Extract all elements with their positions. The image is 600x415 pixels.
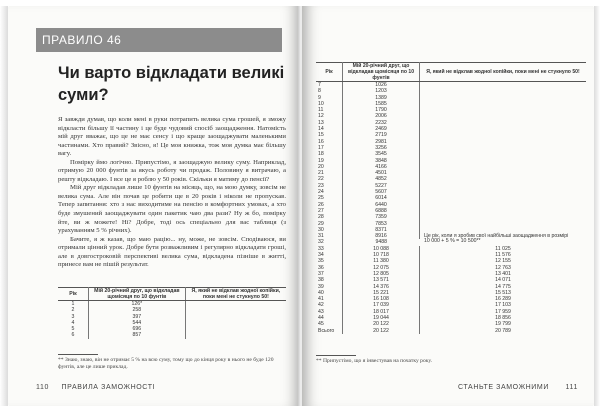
cell-friend-total: 2006 xyxy=(343,113,420,119)
cell-year: 24 xyxy=(316,189,343,195)
savings-table-part2 xyxy=(316,62,586,334)
cell-friend-total: 6440 xyxy=(343,202,420,208)
cell-friend-total: 10 088 xyxy=(343,246,420,252)
running-title: ПРАВИЛА ЗАМОЖНОСТІ xyxy=(61,384,156,391)
savings-table-part1 xyxy=(58,287,286,339)
cell-year: 26 xyxy=(316,202,343,208)
cell-author-total xyxy=(185,332,286,338)
cell-year: 23 xyxy=(316,183,343,189)
rule-banner: ПРАВИЛО 46 xyxy=(36,28,282,52)
cell-year: 30 xyxy=(316,227,343,233)
cell-friend-total: 5607 xyxy=(343,189,420,195)
paragraph: Помірку ймо логічно. Припустімо, я заощаджую велику суму. Наприклад, отримую 20 000 фунтів за якусь роботу чи продаж. Половину я витрачаю, а решту відкладаю. І все це я роблю у 50 років. Скільки я матиму до пенсії? xyxy=(58,158,286,183)
footnote-marker: ** xyxy=(58,357,64,363)
footnote-marker: ** xyxy=(316,358,322,364)
cell-author-total: 17 959 xyxy=(495,308,511,315)
cell-friend-total: 8916 xyxy=(343,233,420,239)
column-header-author: Я, який не відклав жодної копійки, поки мені не стукнуло 50! xyxy=(185,288,286,301)
cell-year: 28 xyxy=(316,214,343,220)
body-text xyxy=(58,116,286,270)
cell-friend-total: 9488 xyxy=(375,239,388,246)
cell-author-total: 15 513 xyxy=(495,289,511,296)
cell-friend-total: 10 718 xyxy=(343,252,420,258)
cell-friend-total: 4852 xyxy=(343,176,420,182)
page-edge-right xyxy=(594,6,600,406)
cell-year: 36 xyxy=(316,265,343,271)
page-number: 110 xyxy=(36,384,49,391)
footnote-divider xyxy=(58,354,98,355)
cell-year: 13 xyxy=(316,120,343,126)
cell-year: 20 xyxy=(316,164,343,170)
cell-friend-total: 3848 xyxy=(343,158,420,164)
cell-author-total: 19 799 xyxy=(495,321,511,328)
cell-author-total: 18 856 xyxy=(495,314,511,321)
right-page xyxy=(302,6,594,406)
cell-year: 19 xyxy=(316,158,343,164)
cell-friend-total: 17 039 xyxy=(343,302,420,308)
annotation-formula: 10 000 + 5 % = 10 500** xyxy=(424,238,481,245)
cell-year: 9 xyxy=(316,95,343,101)
cell-friend-total: 544 xyxy=(89,320,186,326)
cell-author-total: 14 071 xyxy=(495,277,511,284)
cell-author-total: 17 103 xyxy=(495,302,511,309)
footnote xyxy=(316,358,576,365)
cell-year: 17 xyxy=(316,145,343,151)
cell-author-total: 12 155 xyxy=(495,258,511,265)
column-header-friend: Мій 20-річний друг, що відкладав щомісяця по 10 фунтів xyxy=(89,288,186,301)
cell-year: 32 xyxy=(316,239,343,245)
page-number: 111 xyxy=(565,384,578,391)
annotation-text: Це рік, коли я зробив свої найбільші заощадження в розмірі xyxy=(424,232,569,239)
cell-friend-total: 2981 xyxy=(343,139,420,145)
cell-friend-total: 2719 xyxy=(343,132,420,138)
cell-year: 35 xyxy=(316,258,343,264)
cell-friend-total: 12 075 xyxy=(343,265,420,271)
cell-year: 45 xyxy=(316,321,343,327)
cell-author-total: 20 789 xyxy=(495,327,511,334)
cell-author-total: 13 401 xyxy=(495,270,511,277)
table-row xyxy=(316,328,586,334)
table-header-row xyxy=(316,63,586,82)
cell-friend-total: 1790 xyxy=(343,107,420,113)
cell-year: 37 xyxy=(316,271,343,277)
table-header-row xyxy=(58,288,286,301)
table-row xyxy=(58,332,286,338)
left-page xyxy=(8,6,300,406)
column-header-year: Рік xyxy=(58,288,89,301)
paragraph: Я завжди думав, що коли мені в руки потрапить велика сума грошей, я зможу відкласти більшу її частину і це буде чудовий спосіб заощадження. Натомість мій друг вважає, що це не має сенсу і що краще заощаджувати маленькими частинами. Хто правий? Звісно, я! Це моя книжка, тож моя думка має більшу вагу. xyxy=(58,116,286,158)
cell-friend-total: 12 805 xyxy=(343,271,420,277)
cell-year: 3 xyxy=(58,314,89,320)
cell-year: 15 xyxy=(316,132,343,138)
cell-friend-total: 2232 xyxy=(343,120,420,126)
cell-friend-total: 857 xyxy=(89,332,186,338)
cell-year: 44 xyxy=(316,315,343,321)
cell-author-total: 11 576 xyxy=(495,252,511,259)
paragraph: Бачите, я ж казав, що маю рацію... ну, може, не зовсім. Сподіваюся, ви отримали цінний урок. Добре бути розважливим і регулярно відкладати гроші, але в довгостроковій перспективі велика сума, відкладена пізніше в житті, принесе вам не пішій результат. xyxy=(58,235,286,269)
cell-friend-total: 4501 xyxy=(343,170,420,176)
cell-year: 2 xyxy=(58,307,89,313)
cell-year: 39 xyxy=(316,284,343,290)
cell-year: 42 xyxy=(316,302,343,308)
cell-year: 27 xyxy=(316,208,343,214)
footnote-text: Знаю, знаю, він не отримає 5 % на всю суму, тому що до кінця року в нього не буде 120 фунтів, але це лише приклад. xyxy=(58,357,274,370)
cell-year: 6 xyxy=(58,332,89,338)
cell-year: 40 xyxy=(316,290,343,296)
cell-year: 31 xyxy=(316,233,343,239)
cell-friend-total: 1585 xyxy=(343,101,420,107)
cell-year: 18 xyxy=(316,151,343,157)
cell-year: 5 xyxy=(58,326,89,332)
cell-friend-total: 15 221 xyxy=(343,290,420,296)
cell-friend-total: 1389 xyxy=(343,95,420,101)
page-edge-left xyxy=(0,6,8,406)
footer-left xyxy=(36,384,155,391)
footer-right xyxy=(458,384,578,391)
cell-year: 22 xyxy=(316,176,343,182)
cell-year: 21 xyxy=(316,170,343,176)
cell-year: 7 xyxy=(316,82,343,89)
column-header-author: Я, який не відклав жодної копійки, поки мені не стукнуло 50! xyxy=(420,63,587,82)
table-row xyxy=(58,301,286,308)
cell-year: 14 xyxy=(316,126,343,132)
cell-year: 12 xyxy=(316,113,343,119)
page-heading: Чи варто відкладати великі суми? xyxy=(58,64,285,104)
cell-friend-total: 13 571 xyxy=(343,277,420,283)
column-header-year: Рік xyxy=(316,63,343,82)
cell-year: 8 xyxy=(316,88,343,94)
footnote xyxy=(58,357,286,371)
cell-friend-total: 1026 xyxy=(343,82,420,89)
cell-friend-total: 1203 xyxy=(343,88,420,94)
cell-year: 33 xyxy=(316,246,343,252)
cell-author-total: 14 775 xyxy=(495,283,511,290)
cell-author-total xyxy=(185,301,286,308)
cell-author-total: 11 025 xyxy=(495,245,511,252)
cell-year: Всього xyxy=(316,328,343,334)
cell-author-total: 12 763 xyxy=(495,264,511,271)
cell-friend-total: 7853 xyxy=(343,221,420,227)
footnote-divider xyxy=(316,355,356,356)
cell-friend-total: 3545 xyxy=(343,151,420,157)
cell-year: 11 xyxy=(316,107,343,113)
table-row xyxy=(316,82,586,89)
cell-friend-total: 6888 xyxy=(343,208,420,214)
cell-friend-total: 696 xyxy=(89,326,186,332)
cell-friend-total: 3256 xyxy=(343,145,420,151)
cell-author-total: 16 289 xyxy=(495,296,511,303)
cell-friend-total: 19 044 xyxy=(343,315,420,321)
cell-year: 1 xyxy=(58,301,89,308)
annotation-note xyxy=(420,233,587,246)
cell-year: 34 xyxy=(316,252,343,258)
cell-friend-total: 20 122 xyxy=(343,328,420,334)
cell-friend-total: 20 122 xyxy=(343,321,420,327)
cell-friend-total: 2469 xyxy=(343,126,420,132)
cell-friend-total: 397 xyxy=(89,314,186,320)
cell-friend-total: 258 xyxy=(89,307,186,313)
cell-friend-total: 5227 xyxy=(343,183,420,189)
paragraph: Мій друг відкладав лише 10 фунтів на місяць, що, на мою думку, зовсім не велика сума. Але він почав це робити ще в 20 років і ніколи не пропускав. Тепер запитання: хто з нас виходитиме на пенсію в комфортних умовах, а хто буде змушений заощаджувати один пакетик чаю два рази? Ну ж бо, помірку йте, ви ж можете! Ні? Добре, тоді ось спеціально для вас таблиця (з урахуванням 5 % річних). xyxy=(58,184,286,235)
cell-friend-total: 14 376 xyxy=(343,284,420,290)
cell-year: 25 xyxy=(316,195,343,201)
cell-year: 10 xyxy=(316,101,343,107)
running-title: СТАНЬТЕ ЗАМОЖНИМИ xyxy=(457,384,549,391)
cell-friend-total: 16 108 xyxy=(343,296,420,302)
cell-friend-total: 6014 xyxy=(343,195,420,201)
cell-friend-total: 126* xyxy=(89,301,186,308)
book-spread xyxy=(8,6,594,406)
cell-friend-total: 7359 xyxy=(343,214,420,220)
cell-friend-total: 11 380 xyxy=(343,258,420,264)
cell-friend-total: 8371 xyxy=(343,227,420,233)
footnote-text: Припустімо, що я інвестував на початку року. xyxy=(323,358,433,364)
cell-year: 16 xyxy=(316,139,343,145)
cell-friend-total: 4166 xyxy=(343,164,420,170)
cell-year: 41 xyxy=(316,296,343,302)
cell-author-total xyxy=(420,82,587,89)
cell-friend-total: 18 017 xyxy=(343,309,420,315)
cell-year: 29 xyxy=(316,221,343,227)
cell-year: 38 xyxy=(316,277,343,283)
cell-year: 4 xyxy=(58,320,89,326)
column-header-friend: Мій 20-річний друг, що відкладав щомісяця по 10 фунтів xyxy=(343,63,420,82)
cell-year: 43 xyxy=(316,309,343,315)
